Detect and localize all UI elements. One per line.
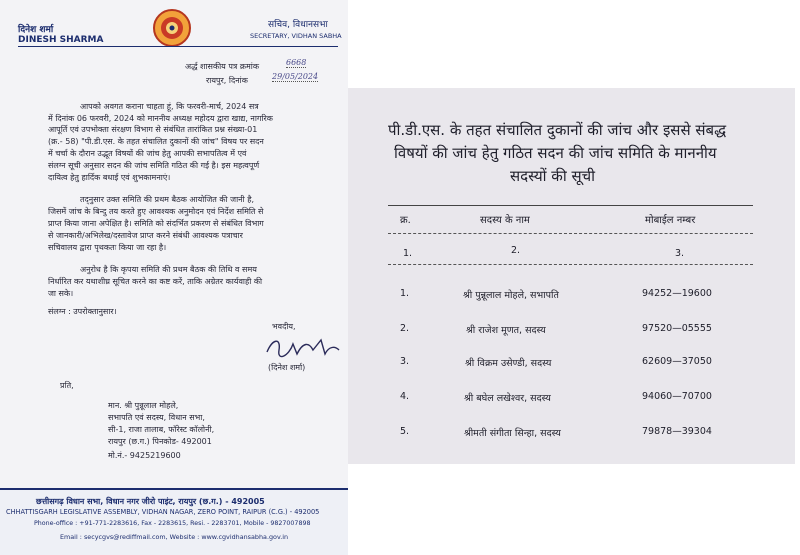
body-line: दायित्व हेतु हार्दिक बधाई एवं शुभकामनाएं। bbox=[48, 173, 171, 182]
member-mobile: 94252—19600 bbox=[642, 288, 712, 299]
numbering-rule bbox=[388, 264, 753, 265]
member-name: श्रीमती संगीता सिन्हा, सदस्य bbox=[464, 428, 561, 439]
body-line: आपको अवगत कराना चाहता हूं, कि फरवरी-मार्च, 2024 सत्र bbox=[80, 102, 259, 111]
footer-address-english: CHHATTISGARH LEGISLATIVE ASSEMBLY, VIDHAN NAGAR, ZERO POINT, RAIPUR (C.G.) - 492005 bbox=[6, 508, 320, 516]
column-header-name: सदस्य के नाम bbox=[480, 215, 530, 226]
letter-page bbox=[0, 0, 348, 555]
header-divider bbox=[18, 46, 338, 47]
ref-label: अर्द्ध शासकीय पत्र क्रमांक bbox=[185, 62, 260, 71]
sender-name-hindi: दिनेश शर्मा bbox=[18, 25, 54, 35]
member-mobile: 94060—70700 bbox=[642, 391, 712, 402]
column-number: 1. bbox=[403, 248, 413, 259]
member-serial: 2. bbox=[400, 323, 410, 334]
body-line: अनुरोध है कि कृपया समिति की प्रथम बैठक की तिथि व समय bbox=[80, 265, 257, 274]
footer-rule bbox=[0, 488, 348, 490]
list-title-line: पी.डी.एस. के तहत संचालित दुकानों की जांच और इससे संबद्ध bbox=[388, 121, 727, 139]
member-name: श्री पुन्नूलाल मोहले, सभापति bbox=[463, 290, 559, 301]
column-header-mobile: मोबाईल नम्बर bbox=[645, 215, 696, 226]
member-mobile: 97520—05555 bbox=[642, 323, 712, 334]
table-top-rule bbox=[388, 205, 753, 206]
body-line: तद्नुसार उक्त समिति की प्रथम बैठक आयोजित की जानी है, bbox=[80, 195, 255, 204]
member-serial: 4. bbox=[400, 391, 410, 402]
body-line: में दिनांक 06 फरवरी, 2024 को माननीय अध्यक्ष महोदय द्वारा खाद्य, नागरिक bbox=[48, 114, 273, 123]
to-label: प्रति, bbox=[60, 381, 74, 390]
column-number: 3. bbox=[675, 248, 685, 259]
closing-text: भवदीय, bbox=[272, 322, 296, 331]
signatory-name: (दिनेश शर्मा) bbox=[268, 363, 306, 372]
address-line: सी-1, राजा तालाब, फॉरेस्ट कॉलोनी, bbox=[108, 425, 215, 434]
body-line: में चर्चा के दौरान उद्भूत विषयों की जांच हेतु आपकी सभापतित्व में एवं bbox=[48, 149, 247, 158]
body-line: प्राप्त किया जाना अपेक्षित है। समिति को संदर्भित प्रकरण से संबंधित विभाग bbox=[48, 219, 264, 228]
list-title-line: विषयों की जांच हेतु गठित सदन की जांच समिति के माननीय bbox=[394, 144, 717, 162]
footer-address-hindi: छत्तीसगढ़ विधान सभा, विधान नगर जीरो पाइंट, रायपुर (छ.ग.) - 492005 bbox=[36, 497, 265, 506]
member-list-page bbox=[348, 88, 795, 464]
member-serial: 3. bbox=[400, 356, 410, 367]
column-header-sn: क्र. bbox=[400, 215, 411, 226]
member-name: श्री राजेश मूणत, सदस्य bbox=[466, 325, 546, 336]
column-number: 2. bbox=[511, 245, 521, 256]
sender-title-english: SECRETARY, VIDHAN SABHA bbox=[250, 32, 342, 40]
ref-date: 29/05/2024 bbox=[272, 72, 319, 81]
body-line: से जानकारी/अभिलेख/दस्तावेज प्राप्त करने संबंधी आवश्यक पत्राचार bbox=[48, 231, 243, 240]
address-line: रायपुर (छ.ग.) पिनकोड- 492001 bbox=[108, 437, 212, 446]
sender-title-hindi: सचिव, विधानसभा bbox=[268, 20, 328, 30]
member-mobile: 79878—39304 bbox=[642, 426, 712, 437]
body-line: संलग्न सूची अनुसार सदन की जांच समिति गठित की गई है। इस महत्वपूर्ण bbox=[48, 161, 260, 170]
body-line: जा सके। bbox=[48, 289, 74, 298]
ref-place: रायपुर, दिनांक bbox=[206, 76, 248, 85]
address-line: सभापति एवं सदस्य, विधान सभा, bbox=[108, 413, 205, 422]
body-line: (क्र.- 58) "पी.डी.एस. के तहत संचालित दुकानों की जांच" विषय पर सदन bbox=[48, 137, 264, 146]
footer-phone: Phone-office : +91-771-2283616, Fax - 2283615, Resi. - 2283701, Mobile - 9827007898 bbox=[34, 520, 311, 527]
member-serial: 1. bbox=[400, 288, 410, 299]
footer-email-website: Email : secycgvs@rediffmail.com, Website : www.cgvidhansabha.gov.in bbox=[60, 533, 289, 541]
member-name: श्री बघेल लखेश्वर, सदस्य bbox=[464, 393, 551, 404]
header-rule bbox=[388, 233, 753, 234]
address-phone: मो.नं.- 9425219600 bbox=[108, 451, 181, 460]
member-mobile: 62609—37050 bbox=[642, 356, 712, 367]
body-line: जिसमें जांच के बिन्दु तय करते हुए आवश्यक अनुमोदन एवं निर्देश समिति से bbox=[48, 207, 264, 216]
member-serial: 5. bbox=[400, 426, 410, 437]
body-line: निर्धारित कर यथाशीघ्र सूचित करने का कष्ट करें, ताकि अग्रेतर कार्यवाही की bbox=[48, 277, 263, 286]
assembly-emblem-seal bbox=[152, 8, 192, 48]
member-name: श्री विक्रम उसेण्डी, सदस्य bbox=[465, 358, 552, 369]
address-line: मान. श्री पुन्नूलाल मोहले, bbox=[108, 401, 179, 410]
ref-number: 6668 bbox=[286, 58, 307, 67]
list-title-line: सदस्यों की सूची bbox=[510, 167, 596, 185]
enclosure-note: संलग्न : उपरोक्तानुसार। bbox=[48, 307, 117, 316]
handwritten-signature bbox=[263, 332, 343, 360]
letterhead-footer bbox=[0, 488, 348, 555]
sender-name-english: DINESH SHARMA bbox=[18, 35, 104, 45]
body-line: सचिवालय द्वारा पृथकतः किया जा रहा है। bbox=[48, 243, 167, 252]
body-line: आपूर्ति एवं उपभोक्ता संरक्षण विभाग से संबंधित तारांकित प्रश्न संख्या-01 bbox=[48, 125, 258, 134]
